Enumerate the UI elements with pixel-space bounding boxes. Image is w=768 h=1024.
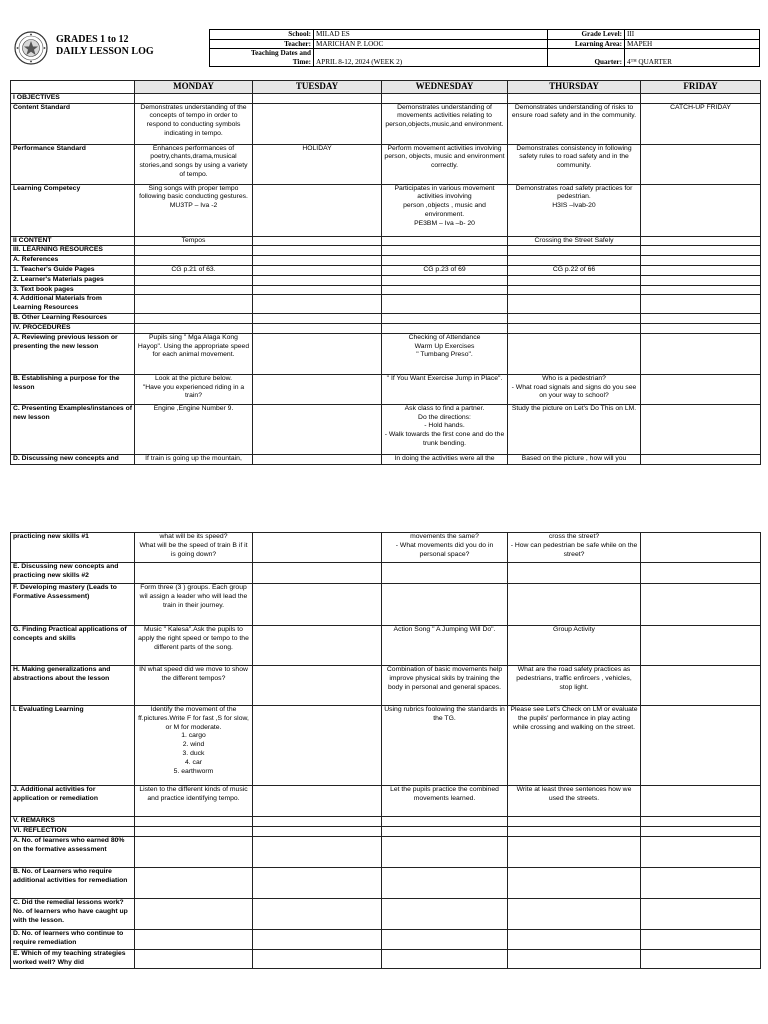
- monday-cell: Engine ,Engine Number 9.: [135, 404, 253, 454]
- quarter-value: [625, 49, 760, 67]
- lesson-log-table-part-2-body: [11, 533, 761, 969]
- friday-cell: [641, 454, 761, 464]
- friday-cell: [641, 266, 761, 276]
- document-title: [56, 34, 154, 58]
- thursday-cell: [508, 817, 641, 827]
- wednesday-cell: " If You Want Exercise Jump in Place".: [382, 374, 508, 404]
- thursday-cell: Demonstrates road safety practices for pedestrian. H3IS –Ivab-20: [508, 184, 641, 236]
- monday-cell: IN what speed did we move to show the different tempos?: [135, 666, 253, 706]
- row-label: V. REMARKS: [11, 817, 135, 827]
- lesson-log-table-part-2: [10, 532, 761, 969]
- friday-cell: [641, 626, 761, 666]
- day-header-tuesday: TUESDAY: [253, 81, 382, 94]
- wednesday-cell: movements the same? - What movements did you do in personal space?: [382, 533, 508, 563]
- friday-cell: [641, 827, 761, 837]
- table-row: [11, 323, 761, 333]
- quarter-word: QUARTER: [636, 58, 672, 66]
- table-row: [11, 103, 761, 144]
- tuesday-cell: [253, 786, 382, 817]
- row-label: 4. Additional Materials from Learning Resources: [11, 295, 135, 314]
- monday-cell: Enhances performances of poetry,chants,drama,musical stories,and songs by using a variety of tempo.: [135, 144, 253, 184]
- wednesday-cell: [382, 584, 508, 626]
- friday-cell: [641, 666, 761, 706]
- thursday-cell: Group Activity: [508, 626, 641, 666]
- day-header-friday: FRIDAY: [641, 81, 761, 94]
- table-row: [11, 817, 761, 827]
- school-label: School:: [210, 30, 314, 40]
- grade-level-value: III: [625, 30, 760, 40]
- tuesday-cell: [253, 256, 382, 266]
- table-row: [11, 295, 761, 314]
- teaching-dates-label-line-2: Time:: [292, 57, 311, 66]
- document-header: [10, 29, 760, 72]
- thursday-cell: [508, 323, 641, 333]
- row-label: 3. Text book pages: [11, 285, 135, 295]
- title-line-2: DAILY LESSON LOG: [56, 46, 154, 57]
- tuesday-cell: [253, 827, 382, 837]
- table-row: [11, 563, 761, 584]
- teaching-dates-value: APRIL 8-12, 2024 (WEEK 2): [314, 49, 548, 67]
- friday-cell: [641, 706, 761, 786]
- wednesday-cell: [382, 295, 508, 314]
- wednesday-cell: CG p.23 of 69: [382, 266, 508, 276]
- day-header-monday: MONDAY: [135, 81, 253, 94]
- wednesday-cell: [382, 314, 508, 324]
- friday-cell: [641, 899, 761, 930]
- monday-cell: [135, 295, 253, 314]
- learning-area-value: MAPEH: [625, 39, 760, 49]
- school-value: MILAD ES: [314, 30, 548, 40]
- tuesday-cell: HOLIDAY: [253, 144, 382, 184]
- friday-cell: [641, 236, 761, 246]
- row-label: 1. Teacher's Guide Pages: [11, 266, 135, 276]
- table-row: [11, 236, 761, 246]
- wednesday-cell: [382, 93, 508, 103]
- monday-cell: CG p.21 of 63.: [135, 266, 253, 276]
- thursday-cell: [508, 93, 641, 103]
- row-label: 2. Learner's Materials pages: [11, 275, 135, 285]
- row-label: Learning Competecy: [11, 184, 135, 236]
- table-row: [11, 256, 761, 266]
- monday-cell: [135, 314, 253, 324]
- wednesday-cell: Demonstrates understanding of movements activities relating to person,objects,music,and environment.: [382, 103, 508, 144]
- row-label: A. Reviewing previous lesson or presenting the new lesson: [11, 333, 135, 374]
- friday-cell: [641, 333, 761, 374]
- tuesday-cell: [253, 584, 382, 626]
- table-row: [11, 827, 761, 837]
- tuesday-cell: [253, 454, 382, 464]
- thursday-cell: [508, 314, 641, 324]
- friday-cell: [641, 817, 761, 827]
- thursday-cell: [508, 285, 641, 295]
- tuesday-cell: [253, 295, 382, 314]
- friday-cell: [641, 950, 761, 969]
- monday-cell: Identify the movement of the ff.pictures.Write F for fast ,S for slow, or M for moderate. 1. cargo 2. wind 3. duck 4. car 5. earthworm: [135, 706, 253, 786]
- friday-cell: [641, 144, 761, 184]
- quarter-label: Quarter:: [548, 49, 625, 67]
- thursday-cell: What are the road safety practices as pedestrians, traffic enfircers , vehicles, stop light.: [508, 666, 641, 706]
- table-row: [11, 454, 761, 464]
- friday-cell: [641, 323, 761, 333]
- teaching-dates-label: [210, 49, 314, 67]
- friday-cell: [641, 295, 761, 314]
- header-info-table: [209, 29, 760, 67]
- wednesday-cell: Perform movement activities involving person, objects, music and environment correctly.: [382, 144, 508, 184]
- wednesday-cell: [382, 236, 508, 246]
- row-label: C. Did the remedial lessons work? No. of learners who have caught up with the lesson.: [11, 899, 135, 930]
- row-label: A. References: [11, 256, 135, 266]
- day-header-row: [11, 81, 761, 94]
- friday-cell: [641, 93, 761, 103]
- thursday-cell: Crossing the Street Safely: [508, 236, 641, 246]
- table-row: [11, 93, 761, 103]
- tuesday-cell: [253, 93, 382, 103]
- tuesday-cell: [253, 950, 382, 969]
- tuesday-cell: [253, 817, 382, 827]
- teacher-value: MARICHAN P. LOOC: [314, 39, 548, 49]
- thursday-cell: [508, 246, 641, 256]
- tuesday-cell: [253, 275, 382, 285]
- monday-cell: Look at the picture below. "Have you experienced riding in a train?: [135, 374, 253, 404]
- monday-cell: [135, 817, 253, 827]
- table-row: [11, 930, 761, 950]
- tuesday-cell: [253, 246, 382, 256]
- friday-cell: [641, 314, 761, 324]
- thursday-cell: cross the street? - How can pedestrian be safe while on the street?: [508, 533, 641, 563]
- wednesday-cell: [382, 246, 508, 256]
- tuesday-cell: [253, 314, 382, 324]
- wednesday-cell: [382, 930, 508, 950]
- wednesday-cell: Participates in various movement activities involving person ,objects , music and environment. PE3BM – Iva –b- 20: [382, 184, 508, 236]
- monday-cell: [135, 563, 253, 584]
- row-label: C. Presenting Examples/instances of new lesson: [11, 404, 135, 454]
- monday-cell: Form three (3 ) groups. Each group wil assign a leader who will lead the train in their journey.: [135, 584, 253, 626]
- monday-cell: [135, 837, 253, 868]
- lesson-log-table-part-1-body: [11, 81, 761, 465]
- table-row: [11, 533, 761, 563]
- friday-cell: [641, 404, 761, 454]
- thursday-cell: [508, 837, 641, 868]
- wednesday-cell: [382, 285, 508, 295]
- day-header-thursday: THURSDAY: [508, 81, 641, 94]
- table-row: [11, 266, 761, 276]
- friday-cell: [641, 868, 761, 899]
- wednesday-cell: [382, 899, 508, 930]
- monday-cell: what will be its speed? What will be the speed of train B if it is going down?: [135, 533, 253, 563]
- thursday-cell: [508, 827, 641, 837]
- thursday-cell: Who is a pedestrian? - What road signals and signs do you see on your way to school?: [508, 374, 641, 404]
- tuesday-cell: [253, 666, 382, 706]
- wednesday-cell: [382, 275, 508, 285]
- table-row: [11, 626, 761, 666]
- thursday-cell: [508, 256, 641, 266]
- tuesday-cell: [253, 103, 382, 144]
- thursday-cell: [508, 275, 641, 285]
- monday-cell: [135, 950, 253, 969]
- tuesday-cell: [253, 285, 382, 295]
- tuesday-cell: [253, 868, 382, 899]
- row-label: I. Evaluating Learning: [11, 706, 135, 786]
- quarter-ordinal-suffix: TH: [630, 58, 637, 63]
- row-label: II CONTENT: [11, 236, 135, 246]
- row-label: E. Discussing new concepts and practicing new skills #2: [11, 563, 135, 584]
- tuesday-cell: [253, 266, 382, 276]
- quarter-number: 4: [627, 58, 631, 66]
- monday-cell: Listen to the different kinds of music and practice identifying tempo.: [135, 786, 253, 817]
- friday-cell: [641, 246, 761, 256]
- friday-cell: [641, 837, 761, 868]
- friday-cell: [641, 275, 761, 285]
- table-row: [11, 868, 761, 899]
- friday-cell: [641, 256, 761, 266]
- table-row: [11, 837, 761, 868]
- table-row: [11, 584, 761, 626]
- learning-area-label: Learning Area:: [548, 39, 625, 49]
- monday-cell: [135, 827, 253, 837]
- monday-cell: Pupils sing " Mga Alaga Kong Hayop". Using the appropriate speed for each animal movement.: [135, 333, 253, 374]
- thursday-cell: Demonstrates consistency in following safety rules to road safety and in the community.: [508, 144, 641, 184]
- day-header-corner: [11, 81, 135, 94]
- table-row: [11, 275, 761, 285]
- deped-seal-icon: [14, 31, 48, 65]
- table-row: [11, 285, 761, 295]
- monday-cell: Music " Kalesa".Ask the pupils to apply the right speed or tempo to the different parts of the song.: [135, 626, 253, 666]
- row-label: B. Establishing a purpose for the lesson: [11, 374, 135, 404]
- row-label: practicing new skills #1: [11, 533, 135, 563]
- thursday-cell: [508, 950, 641, 969]
- tuesday-cell: [253, 930, 382, 950]
- row-label: Content Standard: [11, 103, 135, 144]
- tuesday-cell: [253, 533, 382, 563]
- monday-cell: [135, 285, 253, 295]
- table-row: [11, 333, 761, 374]
- monday-cell: [135, 275, 253, 285]
- tuesday-cell: [253, 563, 382, 584]
- wednesday-cell: In doing the activities were all the: [382, 454, 508, 464]
- tuesday-cell: [253, 626, 382, 666]
- thursday-cell: Demonstrates understanding of risks to ensure road safety and in the community.: [508, 103, 641, 144]
- tuesday-cell: [253, 184, 382, 236]
- table-row: [11, 786, 761, 817]
- monday-cell: [135, 93, 253, 103]
- row-label: F. Developing mastery (Leads to Formative Assessment): [11, 584, 135, 626]
- tuesday-cell: [253, 333, 382, 374]
- thursday-cell: [508, 899, 641, 930]
- table-row: [11, 246, 761, 256]
- tuesday-cell: [253, 236, 382, 246]
- wednesday-cell: [382, 868, 508, 899]
- table-row: [11, 314, 761, 324]
- row-label: Performance Standard: [11, 144, 135, 184]
- wednesday-cell: Ask class to find a partner. Do the directions: - Hold hands. - Walk towards the first cone and do the trunk bending.: [382, 404, 508, 454]
- wednesday-cell: Let the pupils practice the combined movements learned.: [382, 786, 508, 817]
- table-row: [11, 899, 761, 930]
- friday-cell: [641, 285, 761, 295]
- grade-level-label: Grade Level:: [548, 30, 625, 40]
- wednesday-cell: [382, 256, 508, 266]
- monday-cell: [135, 246, 253, 256]
- tuesday-cell: [253, 899, 382, 930]
- wednesday-cell: [382, 950, 508, 969]
- tuesday-cell: [253, 323, 382, 333]
- row-label: B. Other Learning Resources: [11, 314, 135, 324]
- friday-cell: CATCH-UP FRIDAY: [641, 103, 761, 144]
- monday-cell: If train is going up the mountain,: [135, 454, 253, 464]
- friday-cell: [641, 563, 761, 584]
- table-row: [11, 144, 761, 184]
- wednesday-cell: [382, 323, 508, 333]
- row-label: VI. REFLECTION: [11, 827, 135, 837]
- title-line-1: GRADES 1 to 12: [56, 34, 129, 45]
- thursday-cell: Study the picture on Let's Do This on LM.: [508, 404, 641, 454]
- row-label: G. Finding Practical applications of concepts and skills: [11, 626, 135, 666]
- table-row: [11, 374, 761, 404]
- monday-cell: Sing songs with proper tempo following basic conducting gestures. MU3TP – Iva -2: [135, 184, 253, 236]
- row-label: III. LEARNING RESOURCES: [11, 246, 135, 256]
- friday-cell: [641, 533, 761, 563]
- monday-cell: Tempos: [135, 236, 253, 246]
- row-label: IV. PROCEDURES: [11, 323, 135, 333]
- wednesday-cell: Checking of Attendance Warm Up Exercises " Tumbang Preso".: [382, 333, 508, 374]
- friday-cell: [641, 374, 761, 404]
- lesson-log-table-part-1: [10, 80, 761, 465]
- row-label: B. No. of Learners who require additional activities for remediation: [11, 868, 135, 899]
- friday-cell: [641, 930, 761, 950]
- wednesday-cell: [382, 827, 508, 837]
- friday-cell: [641, 184, 761, 236]
- thursday-cell: Based on the picture , how will you: [508, 454, 641, 464]
- row-label: D. Discussing new concepts and: [11, 454, 135, 464]
- tuesday-cell: [253, 404, 382, 454]
- wednesday-cell: [382, 563, 508, 584]
- thursday-cell: [508, 584, 641, 626]
- monday-cell: [135, 868, 253, 899]
- table-row: [11, 950, 761, 969]
- thursday-cell: Write at least three sentences how we used the streets.: [508, 786, 641, 817]
- thursday-cell: Please see Let's Check on LM or evaluate the pupils' performance in play acting while crossing and walking on the street.: [508, 706, 641, 786]
- table-row: [11, 666, 761, 706]
- wednesday-cell: Using rubrics foolowing the standards in the TG.: [382, 706, 508, 786]
- table-row: [11, 184, 761, 236]
- monday-cell: Demonstrates understanding of the concepts of tempo in order to respond to conducting symbols indicating in tempo.: [135, 103, 253, 144]
- wednesday-cell: [382, 837, 508, 868]
- table-row: [11, 404, 761, 454]
- teaching-dates-label-line-1: Teaching Dates and: [250, 49, 311, 57]
- row-label: J. Additional activities for application or remediation: [11, 786, 135, 817]
- row-label: I OBJECTIVES: [11, 93, 135, 103]
- thursday-cell: [508, 868, 641, 899]
- teacher-label: Teacher:: [210, 39, 314, 49]
- monday-cell: [135, 930, 253, 950]
- tuesday-cell: [253, 837, 382, 868]
- tuesday-cell: [253, 706, 382, 786]
- wednesday-cell: Combination of basic movements help improve physical skils by training the body in personal and general spaces.: [382, 666, 508, 706]
- monday-cell: [135, 899, 253, 930]
- friday-cell: [641, 786, 761, 817]
- row-label: A. No. of learners who earned 80% on the formative assessment: [11, 837, 135, 868]
- wednesday-cell: Action Song " A Jumping Will Do".: [382, 626, 508, 666]
- wednesday-cell: [382, 817, 508, 827]
- friday-cell: [641, 584, 761, 626]
- row-label: H. Making generalizations and abstractions about the lesson: [11, 666, 135, 706]
- row-label: E. Which of my teaching strategies worked well? Why did: [11, 950, 135, 969]
- monday-cell: [135, 323, 253, 333]
- monday-cell: [135, 256, 253, 266]
- row-label: D. No. of learners who continue to require remediation: [11, 930, 135, 950]
- thursday-cell: [508, 563, 641, 584]
- tuesday-cell: [253, 374, 382, 404]
- thursday-cell: [508, 930, 641, 950]
- day-header-wednesday: WEDNESDAY: [382, 81, 508, 94]
- thursday-cell: [508, 295, 641, 314]
- thursday-cell: CG p.22 of 66: [508, 266, 641, 276]
- thursday-cell: [508, 333, 641, 374]
- table-row: [11, 706, 761, 786]
